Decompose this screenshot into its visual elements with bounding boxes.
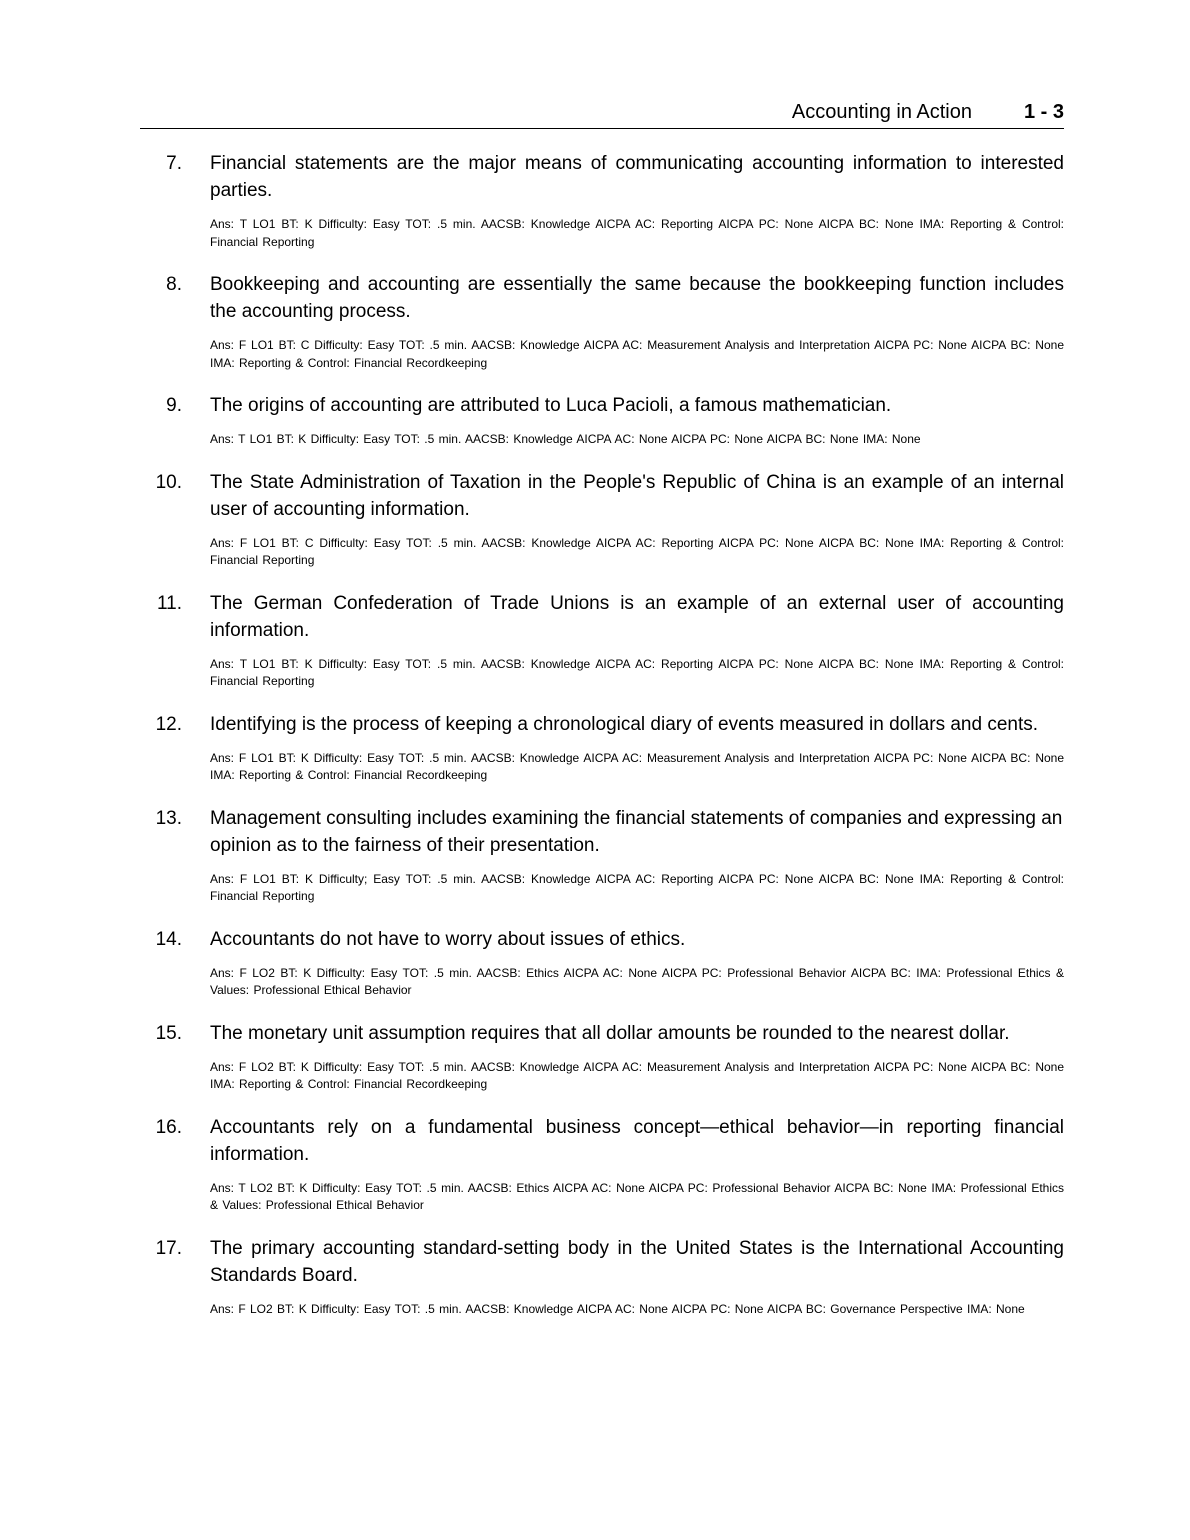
- page-header: [140, 98, 1064, 129]
- answer-metadata: Ans: T LO1 BT: K Difficulty: Easy TOT: .5 min. AACSB: Knowledge AICPA AC: None AICPA PC: None AICPA BC: None IMA: None: [210, 432, 921, 446]
- question-item: [140, 711, 1064, 785]
- question-item: [140, 1235, 1064, 1319]
- question-item: [140, 926, 1064, 1000]
- question-number: 7.: [166, 153, 182, 174]
- question-list: [140, 150, 1064, 1318]
- answer-metadata: Ans: F LO1 BT: K Difficulty; Easy TOT: .5 min. AACSB: Knowledge AICPA AC: Reporting AICPA PC: None AICPA BC: None IMA: Reporting & Control: Financial Reporting: [210, 871, 1064, 903]
- question-statement: Management consulting includes examining the financial statements of companies and expressing an opinion as to the fairness of their presentation.: [210, 807, 1063, 856]
- question-statement: The German Confederation of Trade Unions is an example of an external user of accounting information.: [210, 592, 1064, 641]
- question-item: [140, 590, 1064, 691]
- question-number: 8.: [166, 274, 182, 295]
- question-number: 13.: [155, 807, 182, 829]
- page-number: 1 - 3: [1023, 101, 1064, 123]
- question-item: [140, 805, 1064, 906]
- answer-metadata: Ans: T LO2 BT: K Difficulty: Easy TOT: .5 min. AACSB: Ethics AICPA AC: None AICPA PC: Professional Behavior AICPA BC: None IMA: Professional Ethics & Values: Professional Ethical Behavior: [210, 1180, 1064, 1212]
- question-statement: The origins of accounting are attributed to Luca Pacioli, a famous mathematician.: [210, 395, 892, 416]
- answer-metadata: Ans: T LO1 BT: K Difficulty: Easy TOT: .5 min. AACSB: Knowledge AICPA AC: Reporting AICPA PC: None AICPA BC: None IMA: Reporting & Control: Financial Reporting: [210, 656, 1064, 688]
- question-number: 9.: [166, 395, 182, 416]
- question-item: [140, 271, 1064, 372]
- answer-metadata: Ans: F LO1 BT: C Difficulty: Easy TOT: .5 min. AACSB: Knowledge AICPA AC: Measurement Analysis and Interpretation AICPA PC: None AICPA BC: None IMA: Reporting & Control: Financial Recordkeeping: [210, 338, 1064, 370]
- answer-metadata: Ans: F LO1 BT: C Difficulty: Easy TOT: .5 min. AACSB: Knowledge AICPA AC: Reporting AICPA PC: None AICPA BC: None IMA: Reporting & Control: Financial Reporting: [210, 535, 1064, 567]
- question-item: [140, 150, 1064, 251]
- question-item: [140, 1020, 1064, 1094]
- answer-metadata: Ans: T LO1 BT: K Difficulty: Easy TOT: .5 min. AACSB: Knowledge AICPA AC: Reporting AICPA PC: None AICPA BC: None IMA: Reporting & Control: Financial Reporting: [210, 217, 1064, 249]
- question-number: 10.: [155, 471, 182, 493]
- answer-metadata: Ans: F LO2 BT: K Difficulty: Easy TOT: .5 min. AACSB: Knowledge AICPA AC: None AICPA PC: None AICPA BC: Governance Perspective IMA: None: [210, 1301, 1025, 1316]
- question-number: 12.: [155, 713, 182, 735]
- question-number: 11.: [156, 592, 182, 614]
- question-statement: Identifying is the process of keeping a chronological diary of events measured in dollars and cents.: [210, 713, 1039, 735]
- question-number: 17.: [155, 1237, 182, 1259]
- answer-metadata: Ans: F LO1 BT: K Difficulty: Easy TOT: .5 min. AACSB: Knowledge AICPA AC: Measurement Analysis and Interpretation AICPA PC: None AICPA BC: None IMA: Reporting & Control: Financial Recordkeeping: [210, 750, 1064, 782]
- question-statement: The primary accounting standard-setting body in the United States is the International Accounting Standards Board.: [210, 1237, 1064, 1286]
- question-statement: Financial statements are the major means of communicating accounting information to interested parties.: [210, 153, 1064, 201]
- answer-metadata: Ans: F LO2 BT: K Difficulty: Easy TOT: .5 min. AACSB: Knowledge AICPA AC: Measurement Analysis and Interpretation AICPA PC: None AICPA BC: None IMA: Reporting & Control: Financial Recordkeeping: [210, 1059, 1064, 1091]
- question-number: 15.: [155, 1022, 182, 1044]
- chapter-title: Accounting in Action: [791, 101, 972, 123]
- question-statement: The monetary unit assumption requires that all dollar amounts be rounded to the nearest dollar.: [210, 1022, 1010, 1044]
- question-item: [140, 1114, 1064, 1215]
- question-statement: The State Administration of Taxation in the People's Republic of China is an example of an internal user of accounting information.: [210, 471, 1064, 520]
- question-item: [140, 469, 1064, 570]
- question-item: [140, 392, 1064, 449]
- question-statement: Bookkeeping and accounting are essentially the same because the bookkeeping function includes the accounting process.: [210, 274, 1064, 322]
- question-number: 14.: [155, 928, 182, 950]
- question-number: 16.: [155, 1116, 182, 1138]
- question-statement: Accountants rely on a fundamental business concept—ethical behavior—in reporting financial information.: [210, 1116, 1064, 1165]
- answer-metadata: Ans: F LO2 BT: K Difficulty: Easy TOT: .5 min. AACSB: Ethics AICPA AC: None AICPA PC: Professional Behavior AICPA BC: IMA: Professional Ethics & Values: Professional Ethical Behavior: [210, 965, 1064, 997]
- question-statement: Accountants do not have to worry about issues of ethics.: [210, 928, 686, 950]
